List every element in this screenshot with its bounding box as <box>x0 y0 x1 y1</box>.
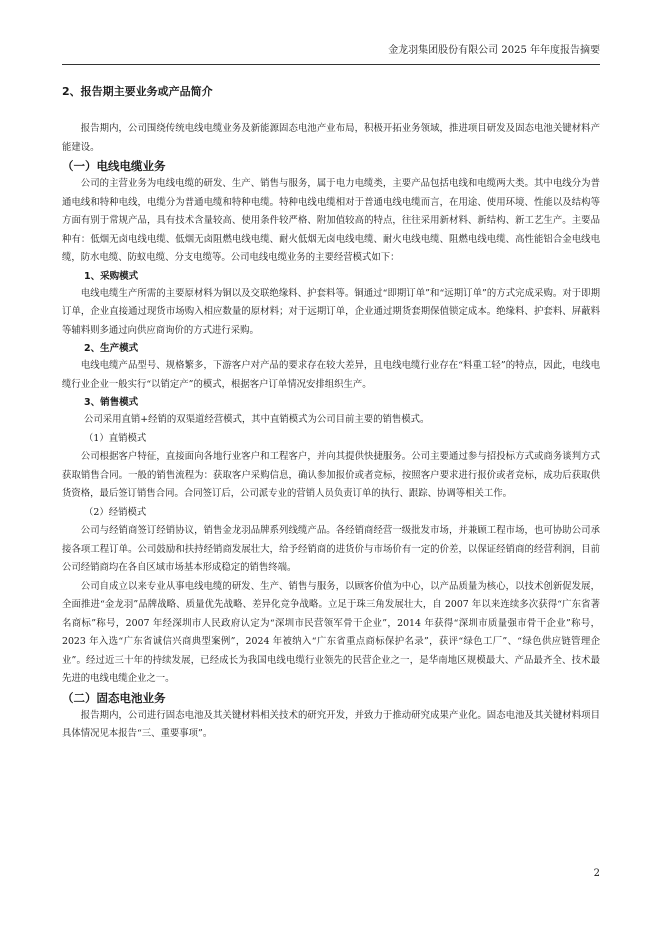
procurement-paragraph: 电线电缆生产所需的主要原材料为铜以及交联绝缘料、护套料等。铜通过“即期订单”和“远期订单”的方式完成采购。对于即期订单，企业直接通过现货市场购入相应数量的原材料；对于远期订单，企业通过期货套期保值锁定成本。绝缘料、护套料、屏蔽料等辅料则多通过向供应商询价的方式进行采购。 <box>62 287 600 336</box>
part1-paragraph-1: 公司的主营业务为电线电缆的研发、生产、销售与服务，属于电力电缆类，主要产品包括电线和电缆两大类。其中电线分为普通电线和特种电线，电缆分为普通电缆和特种电缆。特种电线电缆相对于普通电线电缆而言，在用途、使用环境、性能以及结构等方面有别于常规产品，具有技术含量较高、使用条件较严格、附加值较高的特点，往往采用新材料、新结构、新工艺生产。主要品种有：低烟无卤电线电缆、低烟无卤阻燃电线电缆、耐火低烟无卤电线电缆、耐火电线电缆、阻燃电线电缆、高性能铝合金电线电缆，防水电缆、防蚁电缆、分支电缆等。公司电线电缆业务的主要经营模式如下： <box>62 178 600 263</box>
distribution-heading: （2）经销模式 <box>84 506 147 518</box>
sales-heading: 3、销售模式 <box>84 397 139 408</box>
distribution-paragraph: 公司与经销商签订经销协议，销售金龙羽品牌系列线缆产品。各经销商经营一级批发市场，并兼顾工程市场，也可协助公司承接各项工程订单。公司鼓励和扶持经销商发展壮大，给予经销商的进货价与市场价有一定的价差，以保证经销商的经营利润，目前公司经销商均在各自区域市场基本形成稳定的销售终端。 <box>62 525 600 573</box>
production-paragraph: 电线电缆产品型号、规格繁多，下游客户对产品的要求存在较大差异，且电线电缆行业存在“料重工轻”的特点，因此，电线电缆行业企业一般实行“以销定产”的模式，根据客户订单情况安排组织生产。 <box>62 360 600 390</box>
part2-paragraph-1: 报告期内，公司进行固态电池及其关键材料相关技术的研究开发，并致力于推动研究成果产业化。固态电池及其关键材料项目具体情况见本报告“三、重要事项”。 <box>62 709 600 739</box>
section-title: 2、报告期主要业务或产品简介 <box>62 85 213 98</box>
direct-sales-paragraph: 公司根据客户特征，直接面向各地行业客户和工程客户，并向其提供快捷服务。公司主要通过参与招投标方式或商务谈判方式获取销售合同。一般的销售流程为：获取客户采购信息，确认参加报价或者竞标，按照客户要求进行报价或者竞标，成功后获取供货资格，最后签订销售合同。合同签订后，公司派专业的营销人员负责订单的执行、跟踪、协调等相关工作。 <box>62 451 600 499</box>
part1-heading: （一）电线电缆业务 <box>62 159 166 173</box>
sales-paragraph: 公司采用直销+经销的双渠道经营模式，其中直销模式为公司目前主要的销售模式。 <box>84 414 430 425</box>
procurement-heading: 1、采购模式 <box>84 270 139 282</box>
company-overview-paragraph: 公司自成立以来专业从事电线电缆的研发、生产、销售与服务，以顾客价值为中心，以产品质量为核心，以技术创新促发展，全面推进“金龙羽”品牌战略、质量优先战略、差异化竞争战略。立足于珠三角发展壮大，自 2007 年以来连续多次获得“广东省著名商标”称号，2007 年经深圳市人民政府认定为“深圳市民营领军骨干企业”，2014 年获得“深圳市质量强市骨干企业”称号，2023 年入选“广东省诚信兴商典型案例”，2024 年被纳入“广东省重点商标保护名录”，获评“绿色工厂”、“绿色供应链管理企业”。经过近三十年的持续发展，已经成长为我国电线电缆行业领先的民营企业之一，是华南地区规模最大、产品最齐全、技术最先进的电线电缆企业之一。 <box>62 580 600 684</box>
page-header <box>62 44 600 65</box>
intro-paragraph: 报告期内，公司围绕传统电线电缆业务及新能源固态电池产业布局，积极开拓业务领域，推进项目研发及固态电池关键材料产能建设。 <box>62 123 600 153</box>
document-body <box>62 84 600 744</box>
part2-heading: （二）固态电池业务 <box>62 690 166 705</box>
header-title: 金龙羽集团股份有限公司 2025 年年度报告摘要 <box>388 45 600 56</box>
page-number: 2 <box>593 868 600 879</box>
production-heading: 2、生产模式 <box>84 343 139 354</box>
direct-sales-heading: （1）直销模式 <box>84 432 147 444</box>
